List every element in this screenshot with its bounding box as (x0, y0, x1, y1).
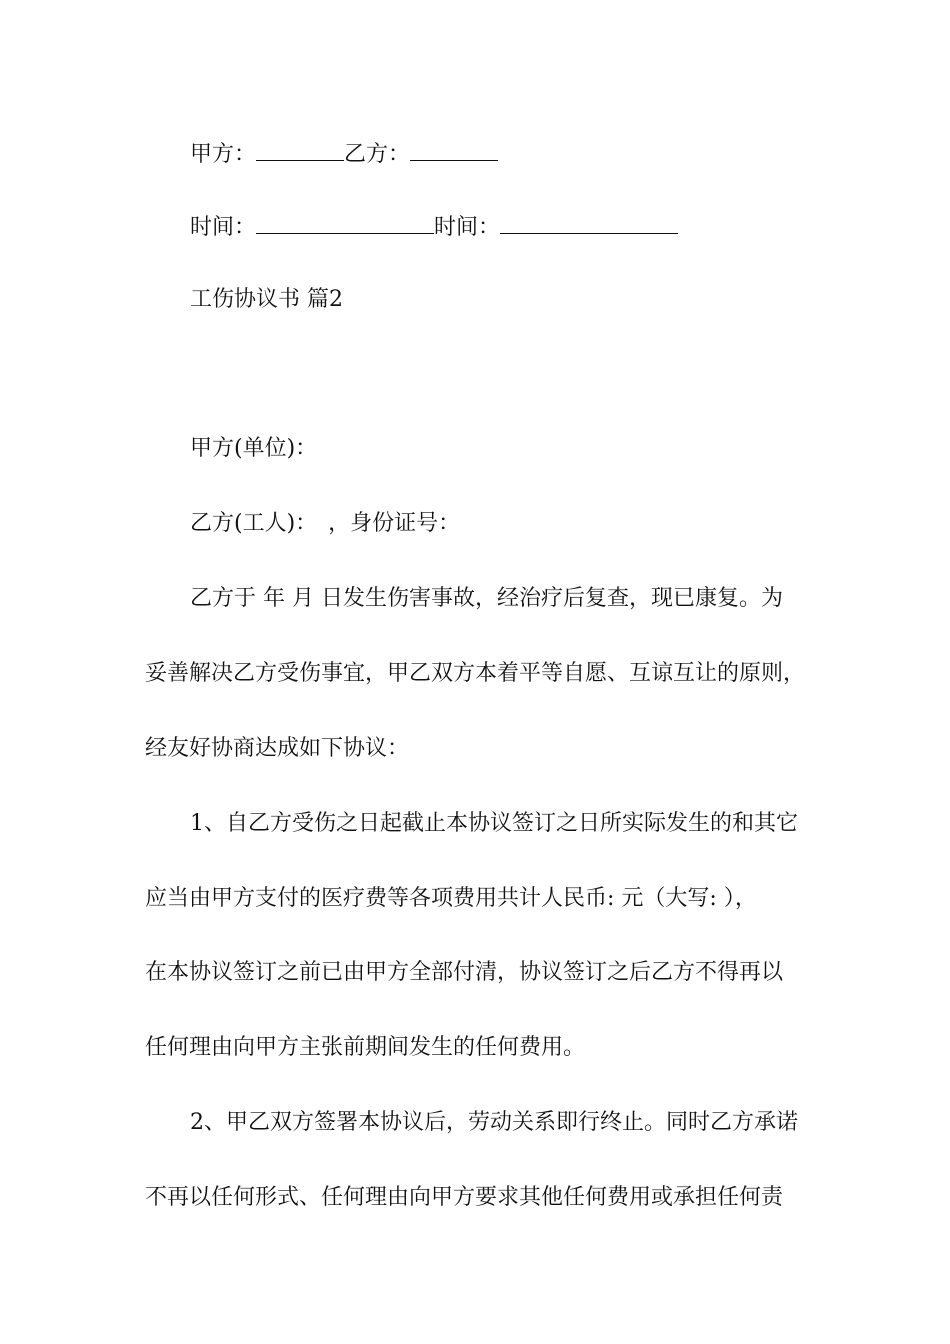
clause1-line-4: 任何理由向甲方主张前期间发生的任何费用。 (145, 1035, 586, 1060)
party-a-blank (256, 138, 344, 161)
party-a-unit: 甲方(单位)： (190, 436, 318, 461)
party-b-worker: 乙方(工人)： ，身份证号： (190, 511, 461, 536)
time-b-label: 时间： (434, 215, 501, 240)
section-title: 工伤协议书 篇2 (190, 287, 343, 312)
intro-line-3: 经友好协商达成如下协议： (145, 736, 410, 761)
intro-line-2: 妥善解决乙方受伤事宜，甲乙双方本着平等自愿、互谅互让的原则， (145, 661, 806, 686)
time-a-label: 时间： (190, 215, 257, 240)
clause1-line-2: 应当由甲方支付的医疗费等各项费用共计人民币: 元（大写: ）， (145, 886, 757, 911)
intro-line-1: 乙方于 年 月 日发生伤害事故，经治疗后复查，现已康复。为 (190, 586, 783, 611)
clause2-line-2: 不再以任何形式、任何理由向甲方要求其他任何费用或承担任何责 (145, 1185, 784, 1210)
party-b-label: 乙方： (344, 142, 411, 167)
signature-party-line (190, 138, 498, 170)
clause1-line-3: 在本协议签订之前已由甲方全部付清，协议签订之后乙方不得再以 (145, 960, 784, 985)
clause2-line-1: 2、甲乙双方签署本协议后，劳动关系即行终止。同时乙方承诺 (190, 1110, 798, 1135)
clause1-line-1: 1、自乙方受伤之日起截止本协议签订之日所实际发生的和其它 (190, 811, 798, 836)
signature-time-line (190, 211, 678, 243)
party-b-blank (410, 138, 498, 161)
time-b-blank (500, 211, 678, 234)
party-a-label: 甲方： (190, 142, 257, 167)
time-a-blank (256, 211, 434, 234)
